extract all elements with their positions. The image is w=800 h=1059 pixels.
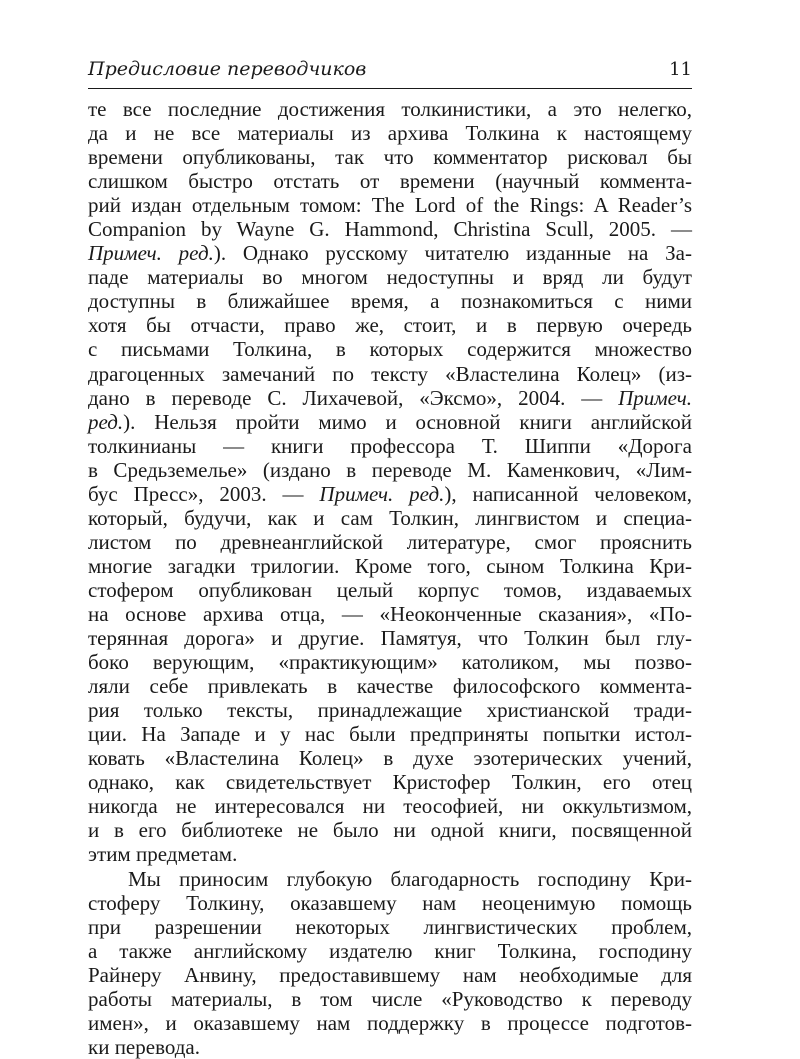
text-line: имен», и оказавшему нам поддержку в процессе подготов-	[88, 1010, 692, 1035]
text-line: рия только тексты, принадлежащие христианской тради-	[88, 698, 692, 723]
text-line: Райнеру Анвину, предоставившему нам необходимые для	[88, 962, 692, 987]
text-line: времени опубликованы, так что комментатор рисковал бы	[88, 145, 692, 170]
text-segment: ). Нельзя пройти мимо и основной книги английской	[123, 409, 692, 434]
running-head	[88, 56, 692, 89]
text-line: толкинианы — книги профессора Т. Шиппи «Дорога	[88, 433, 692, 458]
text-line: при разрешении некоторых лингвистических проблем,	[88, 914, 692, 939]
text-line: рий издан отдельным томом: The Lord of the Rings: A Reader’s	[88, 193, 692, 218]
text-line	[88, 482, 692, 506]
text-line: терянная дорога» и другие. Памятуя, что Толкин был глу-	[88, 626, 692, 651]
text-line: слишком быстро отстать от времени (научный коммента-	[88, 169, 692, 194]
text-line: а также английскому издателю книг Толкина, господину	[88, 938, 692, 963]
text-segment: дано в переводе С. Лихачевой, «Эксмо», 2004. —	[88, 385, 619, 410]
text-line: ляли себе привлекать в качестве философского коммента-	[88, 674, 692, 699]
text-line: ки перевода.	[88, 1034, 200, 1059]
text-line: боко верующим, «практикующим» католиком, мы позво-	[88, 650, 692, 675]
editor-note: ред.	[88, 409, 124, 434]
text-line: и в его библиотеке не было ни одной книги, посвященной	[88, 818, 692, 843]
paragraph-2	[88, 867, 692, 1059]
text-line	[88, 386, 692, 410]
text-line: на основе архива отца, — «Неоконченные сказания», «По-	[88, 601, 692, 626]
text-line: Мы приносим глубокую благодарность господину Кри-	[128, 866, 692, 891]
text-line: хотя бы отчасти, право же, стоит, и в первую очередь	[88, 313, 692, 338]
text-line: этим предметам.	[88, 842, 238, 867]
editor-note: Примеч. ред.	[319, 481, 445, 506]
text-segment: бус Пресс», 2003. —	[88, 481, 320, 506]
text-line: однако, как свидетельствует Кристофер Толкин, его отец	[88, 770, 692, 795]
text-line: в Средьземелье» (издано в переводе М. Каменкович, «Лим-	[88, 457, 692, 482]
editor-note: Примеч. ред.	[88, 241, 214, 266]
text-line: который, будучи, как и сам Толкин, лингвистом и специа-	[88, 505, 692, 530]
page-number: 11	[669, 59, 692, 80]
text-line: ции. На Западе и у нас были предприняты попытки истол-	[88, 722, 692, 747]
text-line: никогда не интересовался ни теософией, ни оккультизмом,	[88, 794, 692, 819]
running-head-title: Предисловие переводчиков	[88, 58, 367, 80]
text-line: Companion by Wayne G. Hammond, Christina Scull, 2005. —	[88, 217, 692, 242]
text-line	[88, 410, 692, 434]
editor-note: Примеч.	[618, 385, 692, 410]
text-line: стоферу Толкину, оказавшему нам неоценимую помощь	[88, 890, 692, 915]
book-page	[88, 56, 692, 1059]
text-line: с письмами Толкина, в которых содержится множество	[88, 337, 692, 362]
text-line: те все последние достижения толкинистики, а это нелегко,	[88, 97, 692, 121]
text-line: да и не все материалы из архива Толкина к настоящему	[88, 121, 692, 146]
text-line: драгоценных замечаний по тексту «Властелина Колец» (из-	[88, 361, 692, 386]
text-line: стофером опубликован целый корпус томов, издаваемых	[88, 577, 692, 602]
text-line: доступны в ближайшее время, а познакомиться с ними	[88, 289, 692, 314]
text-line: листом по древнеанглийской литературе, смог прояснить	[88, 529, 692, 554]
text-line: паде материалы во многом недоступны и вряд ли будут	[88, 265, 692, 290]
text-line	[88, 241, 692, 265]
text-line: многие загадки трилогии. Кроме того, сыном Толкина Кри-	[88, 553, 692, 578]
text-line: работы материалы, в том числе «Руководство к переводу	[88, 986, 692, 1011]
text-segment: ). Однако русскому читателю изданные на За-	[213, 241, 692, 266]
text-segment: ), написанной человеком,	[444, 481, 692, 506]
paragraph-1	[88, 97, 692, 867]
text-line: ковать «Властелина Колец» в духе эзотерических учений,	[88, 746, 692, 771]
